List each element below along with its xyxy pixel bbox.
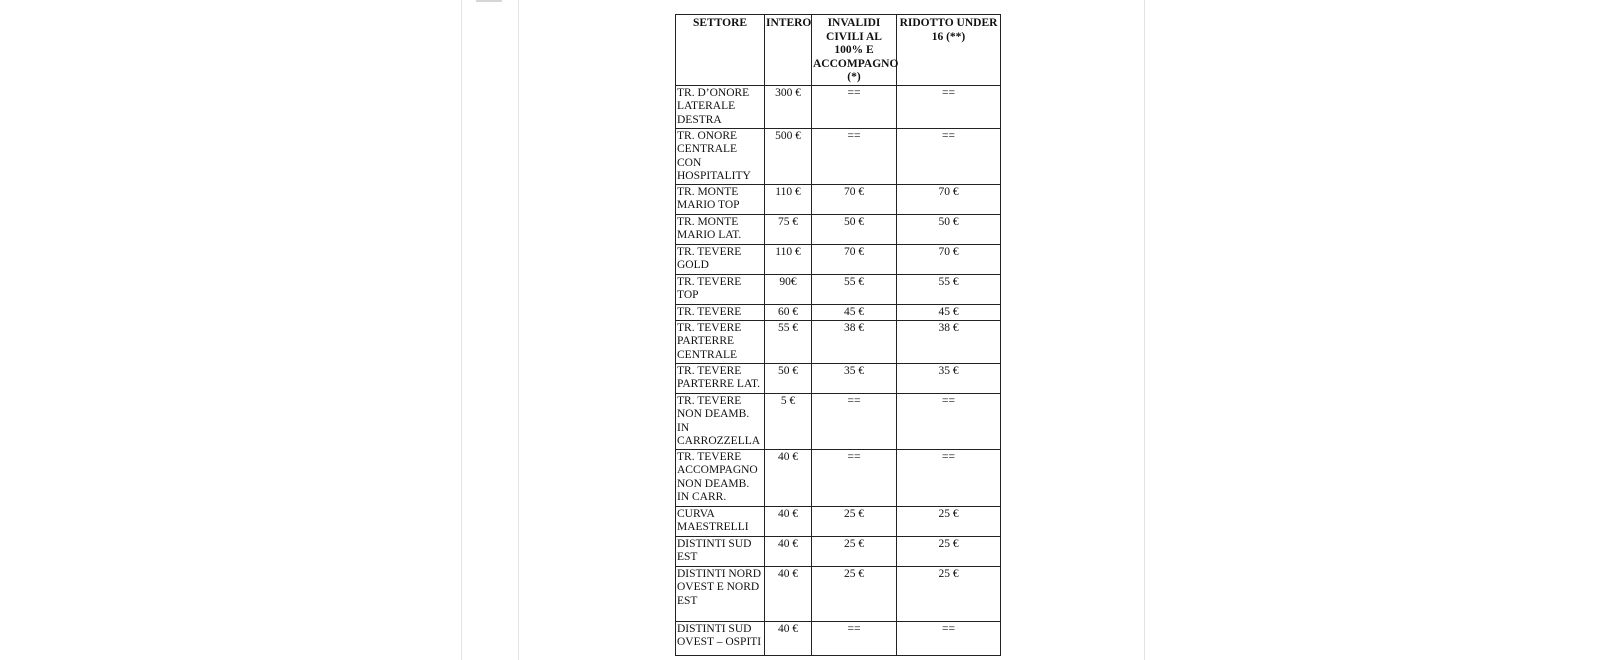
sector-cell: DISTINTI SUD OVEST – OSPITI — [676, 621, 765, 655]
ridotto-cell: == — [897, 128, 1001, 184]
ridotto-cell: 45 € — [897, 304, 1001, 320]
sector-cell: CURVA MAESTRELLI — [676, 506, 765, 536]
invalidi-cell: 35 € — [812, 363, 897, 393]
table-row — [676, 128, 1001, 184]
invalidi-cell: 25 € — [812, 536, 897, 566]
invalidi-cell: 45 € — [812, 304, 897, 320]
right-gutter-line — [1144, 0, 1145, 660]
ridotto-cell: == — [897, 393, 1001, 449]
header-ridotto: RIDOTTO UNDER 16 (**) — [897, 15, 1001, 86]
table-row — [676, 449, 1001, 506]
ridotto-cell: 70 € — [897, 184, 1001, 214]
table-row — [676, 214, 1001, 244]
table-row — [676, 536, 1001, 566]
table-row — [676, 363, 1001, 393]
intero-cell: 500 € — [765, 128, 812, 184]
intero-cell: 50 € — [765, 363, 812, 393]
intero-cell: 40 € — [765, 449, 812, 506]
header-sector: SETTORE — [676, 15, 765, 86]
ridotto-cell: 55 € — [897, 274, 1001, 304]
sector-cell: TR. TEVERE ACCOMPAGNO NON DEAMB. IN CARR. — [676, 449, 765, 506]
invalidi-cell: == — [812, 393, 897, 449]
intero-cell: 5 € — [765, 393, 812, 449]
ridotto-cell: 50 € — [897, 214, 1001, 244]
invalidi-cell: 50 € — [812, 214, 897, 244]
sector-cell: TR. TEVERE TOP — [676, 274, 765, 304]
intero-cell: 110 € — [765, 244, 812, 274]
price-table-container — [675, 14, 998, 656]
ridotto-cell: == — [897, 621, 1001, 655]
sector-cell: TR. TEVERE GOLD — [676, 244, 765, 274]
sector-cell: DISTINTI NORD OVEST E NORD EST — [676, 566, 765, 621]
sector-cell: TR. MONTE MARIO LAT. — [676, 214, 765, 244]
sector-cell: TR. TEVERE — [676, 304, 765, 320]
ridotto-cell: 70 € — [897, 244, 1001, 274]
intero-cell: 40 € — [765, 566, 812, 621]
invalidi-cell: 38 € — [812, 320, 897, 363]
price-table — [675, 14, 1001, 656]
intero-cell: 75 € — [765, 214, 812, 244]
table-row — [676, 621, 1001, 655]
intero-cell: 40 € — [765, 506, 812, 536]
invalidi-cell: 25 € — [812, 506, 897, 536]
ridotto-cell: 25 € — [897, 566, 1001, 621]
table-row — [676, 184, 1001, 214]
ridotto-cell: == — [897, 449, 1001, 506]
intero-cell: 40 € — [765, 536, 812, 566]
invalidi-cell: == — [812, 621, 897, 655]
sector-cell: TR. D’ONORE LATERALE DESTRA — [676, 85, 765, 128]
ridotto-cell: == — [897, 85, 1001, 128]
header-row — [676, 15, 1001, 86]
ridotto-cell: 25 € — [897, 536, 1001, 566]
sector-cell: TR. TEVERE PARTERRE LAT. — [676, 363, 765, 393]
table-row — [676, 566, 1001, 621]
table-row — [676, 85, 1001, 128]
gutter-tab — [476, 0, 502, 2]
intero-cell: 60 € — [765, 304, 812, 320]
header-intero: INTERO — [765, 15, 812, 86]
sector-cell: TR. ONORE CENTRALE CON HOSPITALITY — [676, 128, 765, 184]
header-invalidi: INVALIDI CIVILI AL 100% E ACCOMPAGNO (*) — [812, 15, 897, 86]
ridotto-cell: 25 € — [897, 506, 1001, 536]
intero-cell: 90€ — [765, 274, 812, 304]
sector-cell: TR. TEVERE PARTERRE CENTRALE — [676, 320, 765, 363]
table-row — [676, 274, 1001, 304]
ridotto-cell: 38 € — [897, 320, 1001, 363]
invalidi-cell: == — [812, 85, 897, 128]
invalidi-cell: 55 € — [812, 274, 897, 304]
table-row — [676, 506, 1001, 536]
invalidi-cell: == — [812, 449, 897, 506]
left-gutter — [461, 0, 519, 660]
table-row — [676, 304, 1001, 320]
invalidi-cell: 70 € — [812, 184, 897, 214]
ridotto-cell: 35 € — [897, 363, 1001, 393]
intero-cell: 40 € — [765, 621, 812, 655]
intero-cell: 300 € — [765, 85, 812, 128]
invalidi-cell: 25 € — [812, 566, 897, 621]
intero-cell: 55 € — [765, 320, 812, 363]
table-row — [676, 320, 1001, 363]
intero-cell: 110 € — [765, 184, 812, 214]
table-row — [676, 244, 1001, 274]
table-row — [676, 393, 1001, 449]
sector-cell: TR. MONTE MARIO TOP — [676, 184, 765, 214]
sector-cell: DISTINTI SUD EST — [676, 536, 765, 566]
invalidi-cell: == — [812, 128, 897, 184]
invalidi-cell: 70 € — [812, 244, 897, 274]
sector-cell: TR. TEVERE NON DEAMB. IN CARROZZELLA — [676, 393, 765, 449]
